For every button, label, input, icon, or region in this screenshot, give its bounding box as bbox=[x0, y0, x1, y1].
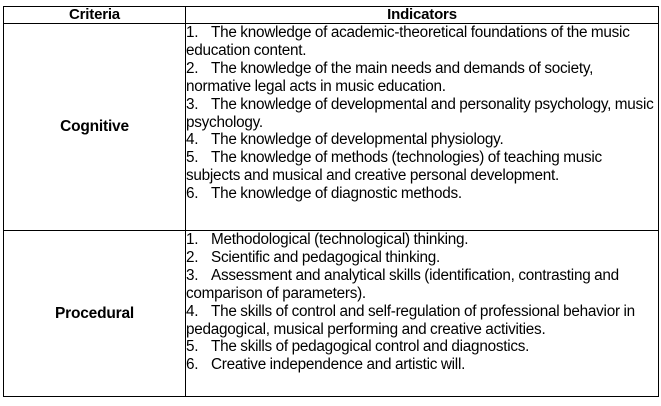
item-text: The knowledge of the main needs and demands of society, normative legal acts in music education. bbox=[186, 59, 594, 95]
indicators-column-header: Indicators bbox=[186, 7, 659, 24]
item-text: The skills of control and self-regulation of professional behavior in pedagogical, musical performing and creative activities. bbox=[186, 302, 635, 338]
item-number: 6. bbox=[186, 185, 199, 203]
list-item bbox=[186, 131, 658, 149]
item-text: The knowledge of developmental and personality psychology, music psychology. bbox=[186, 95, 654, 131]
criteria-cell-cognitive: Cognitive bbox=[4, 24, 186, 231]
indicators-cell-procedural bbox=[186, 231, 659, 397]
list-item bbox=[186, 149, 658, 185]
list-item bbox=[186, 249, 658, 267]
item-number: 1. bbox=[186, 24, 199, 41]
item-text: Methodological (technological) thinking. bbox=[211, 231, 469, 248]
item-number: 2. bbox=[186, 248, 199, 266]
criteria-indicators-table bbox=[3, 6, 659, 397]
list-item bbox=[186, 231, 658, 249]
item-text: Scientific and pedagogical thinking. bbox=[211, 248, 441, 266]
list-item bbox=[186, 267, 658, 303]
item-number: 3. bbox=[186, 95, 199, 113]
item-number: 1. bbox=[186, 231, 199, 248]
table-header-row bbox=[4, 7, 659, 24]
table-row bbox=[4, 231, 659, 397]
item-number: 5. bbox=[186, 338, 199, 356]
list-item bbox=[186, 356, 658, 374]
list-item bbox=[186, 338, 658, 356]
item-text: The knowledge of academic-theoretical foundations of the music education content. bbox=[186, 24, 630, 59]
indicator-list bbox=[186, 231, 658, 374]
indicator-list bbox=[186, 24, 658, 203]
item-number: 6. bbox=[186, 356, 199, 374]
item-text: The knowledge of diagnostic methods. bbox=[211, 185, 462, 203]
item-number: 4. bbox=[186, 302, 199, 320]
item-text: The knowledge of methods (technologies) of teaching music subjects and musical and creative personal development. bbox=[186, 149, 602, 185]
item-number: 5. bbox=[186, 149, 199, 167]
list-item bbox=[186, 60, 658, 96]
criteria-cell-procedural: Procedural bbox=[4, 231, 186, 397]
criteria-column-header: Criteria bbox=[4, 7, 186, 24]
list-item bbox=[186, 96, 658, 132]
item-text: The skills of pedagogical control and diagnostics. bbox=[211, 338, 530, 356]
item-text: Creative independence and artistic will. bbox=[211, 356, 466, 374]
list-item bbox=[186, 185, 658, 203]
item-text: Assessment and analytical skills (identification, contrasting and comparison of parameters). bbox=[186, 266, 619, 302]
item-number: 3. bbox=[186, 266, 199, 284]
indicators-cell-cognitive bbox=[186, 24, 659, 231]
item-number: 4. bbox=[186, 131, 199, 149]
table-row bbox=[4, 24, 659, 231]
item-number: 2. bbox=[186, 59, 199, 77]
list-item bbox=[186, 24, 658, 60]
list-item bbox=[186, 303, 658, 339]
item-text: The knowledge of developmental physiology. bbox=[211, 131, 504, 149]
